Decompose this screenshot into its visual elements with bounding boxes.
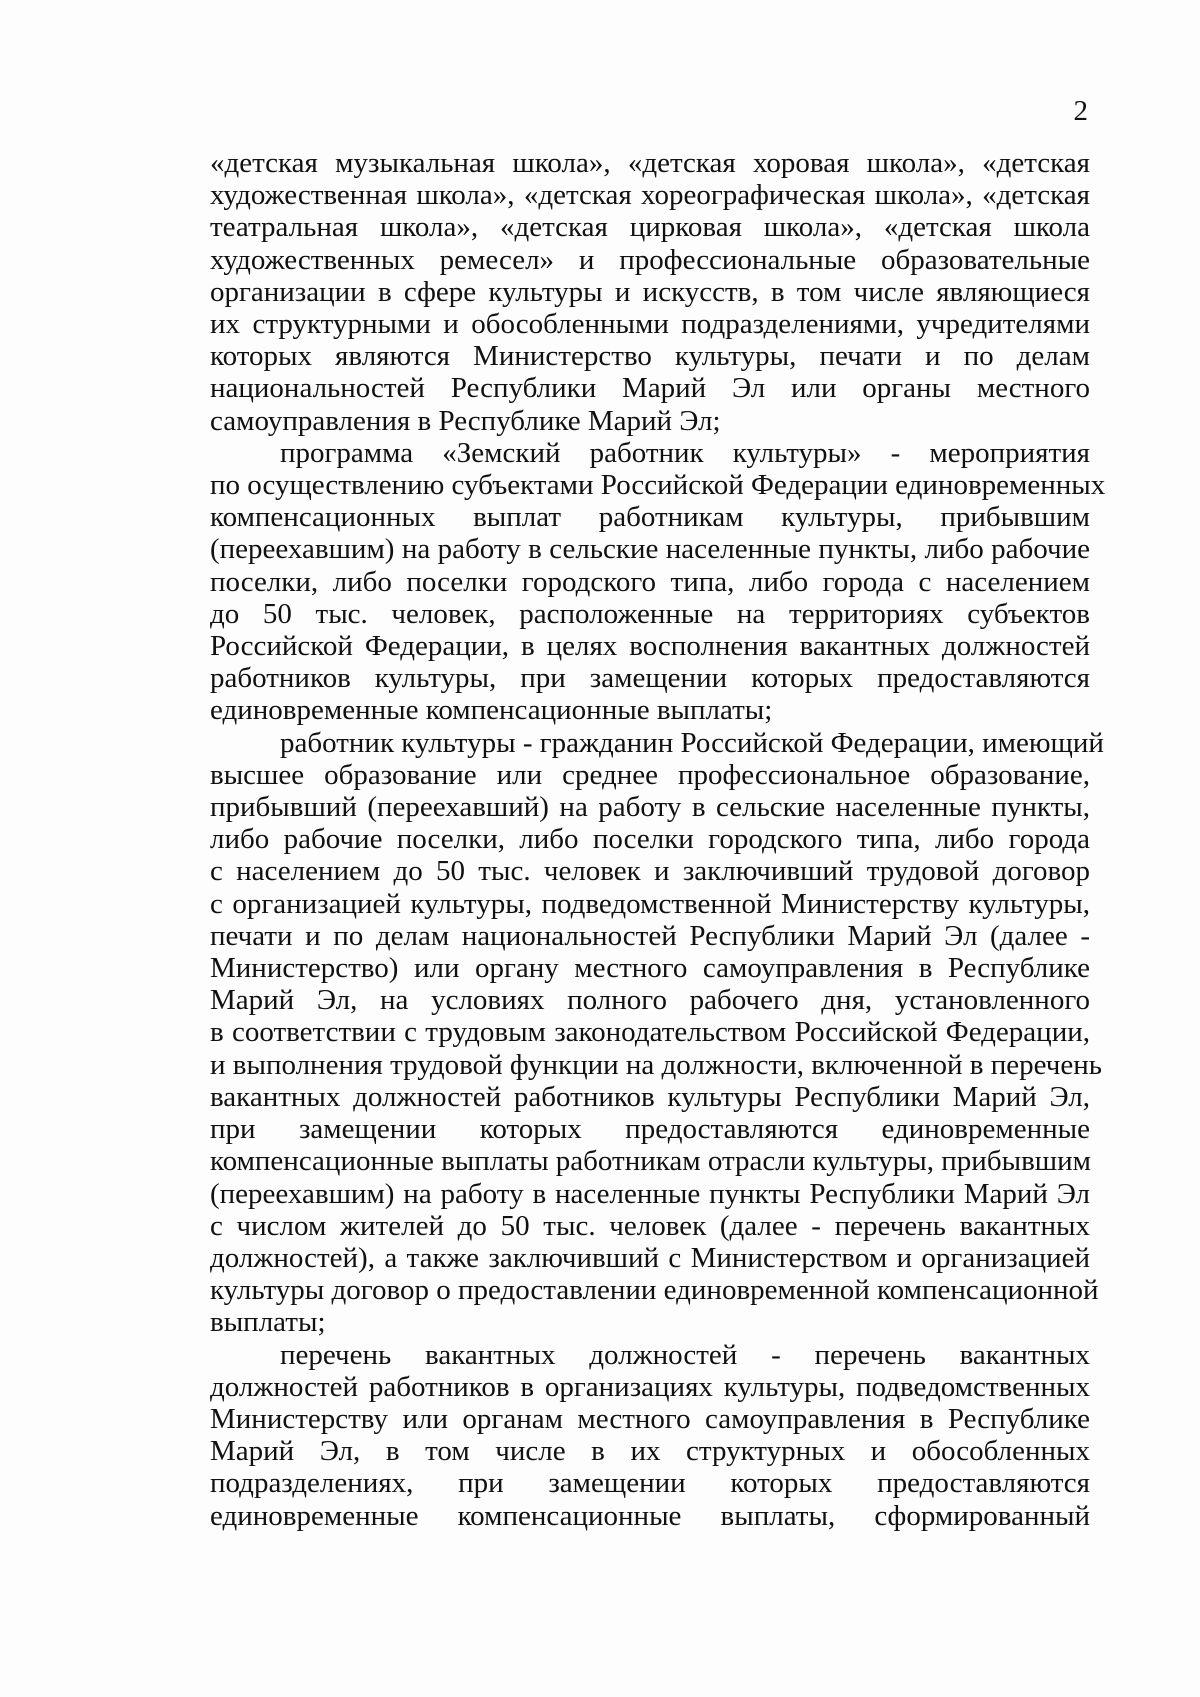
text-line: и выполнения трудовой функции на должности, включенной в перечень <box>210 1048 1102 1081</box>
text-line: печати и по делам национальностей Республики Марий Эл (далее - <box>210 919 1090 952</box>
text-line: поселки, либо поселки городского типа, либо города с населением <box>210 565 1090 598</box>
text-line: которых являются Министерство культуры, печати и по делам <box>210 340 1090 373</box>
text-line: Марий Эл, в том числе в их структурных и обособленных <box>210 1435 1090 1468</box>
text-line: (переехавшим) на работу в населенные пункты Республики Марий Эл <box>210 1177 1090 1210</box>
text-line: при замещении которых предоставляются единовременные <box>210 1113 1090 1146</box>
text-line: художественная школа», «детская хореографическая школа», «детская <box>210 179 1090 212</box>
text-line: высшее образование или среднее профессиональное образование, <box>210 758 1090 791</box>
text-line: должностей), а также заключивший с Министерством и организацией <box>210 1241 1090 1274</box>
text-line: вакантных должностей работников культуры Республики Марий Эл, <box>210 1080 1090 1113</box>
paragraph <box>210 147 1090 437</box>
text-line: до 50 тыс. человек, расположенные на территориях субъектов <box>210 597 1090 630</box>
text-line: национальностей Республики Марий Эл или органы местного <box>210 372 1090 405</box>
paragraph <box>210 1339 1090 1532</box>
text-line: театральная школа», «детская цирковая школа», «детская школа <box>210 211 1090 244</box>
text-line: в соответствии с трудовым законодательством Российской Федерации, <box>210 1016 1090 1049</box>
text-line: перечень вакантных должностей - перечень вакантных <box>280 1338 1090 1371</box>
text-line: культуры договор о предоставлении единовременной компенсационной <box>210 1274 1099 1307</box>
text-line: Министерству или органам местного самоуправления в Республике <box>210 1402 1090 1435</box>
text-line: программа «Земский работник культуры» - мероприятия <box>280 436 1090 469</box>
page-number: 2 <box>1073 95 1088 127</box>
text-line: либо рабочие поселки, либо поселки городского типа, либо города <box>210 823 1090 856</box>
text-line: должностей работников в организациях культуры, подведомственных <box>210 1370 1090 1403</box>
paragraph <box>210 436 1106 727</box>
text-line: единовременные компенсационные выплаты; <box>210 694 773 727</box>
text-line: выплаты; <box>210 1306 326 1339</box>
paragraph <box>210 726 1104 1339</box>
text-line: Министерство) или органу местного самоуправления в Республике <box>210 952 1090 985</box>
text-line: организации в сфере культуры и искусств, в том числе являющиеся <box>210 275 1090 308</box>
text-line: с населением до 50 тыс. человек и заключивший трудовой договор <box>210 855 1090 888</box>
text-line: Марий Эл, на условиях полного рабочего дня, установленного <box>210 984 1090 1017</box>
text-line: их структурными и обособленными подразделениями, учредителями <box>210 308 1090 341</box>
text-line: «детская музыкальная школа», «детская хоровая школа», «детская <box>210 147 1090 179</box>
text-line: единовременные компенсационные выплаты, сформированный <box>210 1499 1090 1532</box>
text-line: Российской Федерации, в целях восполнения вакантных должностей <box>210 630 1090 663</box>
text-line: с организацией культуры, подведомственной Министерству культуры, <box>210 887 1090 920</box>
document-body <box>210 147 1106 1532</box>
text-line: самоуправления в Республике Марий Эл; <box>210 404 721 437</box>
text-line: работник культуры - гражданин Российской Федерации, имеющий <box>280 726 1104 759</box>
text-line: художественных ремесел» и профессиональные образовательные <box>210 243 1090 276</box>
text-line: компенсационных выплат работникам культуры, прибывшим <box>210 501 1090 534</box>
text-line: прибывший (переехавший) на работу в сельские населенные пункты, <box>210 791 1090 824</box>
text-line: компенсационные выплаты работникам отрасли культуры, прибывшим <box>210 1145 1091 1178</box>
text-line: работников культуры, при замещении которых предоставляются <box>210 662 1090 695</box>
text-line: (переехавшим) на работу в сельские населенные пункты, либо рабочие <box>210 533 1090 566</box>
text-line: с числом жителей до 50 тыс. человек (далее - перечень вакантных <box>210 1209 1090 1242</box>
text-line: подразделениях, при замещении которых предоставляются <box>210 1467 1090 1500</box>
text-line: по осуществлению субъектами Российской Федерации единовременных <box>210 469 1106 502</box>
